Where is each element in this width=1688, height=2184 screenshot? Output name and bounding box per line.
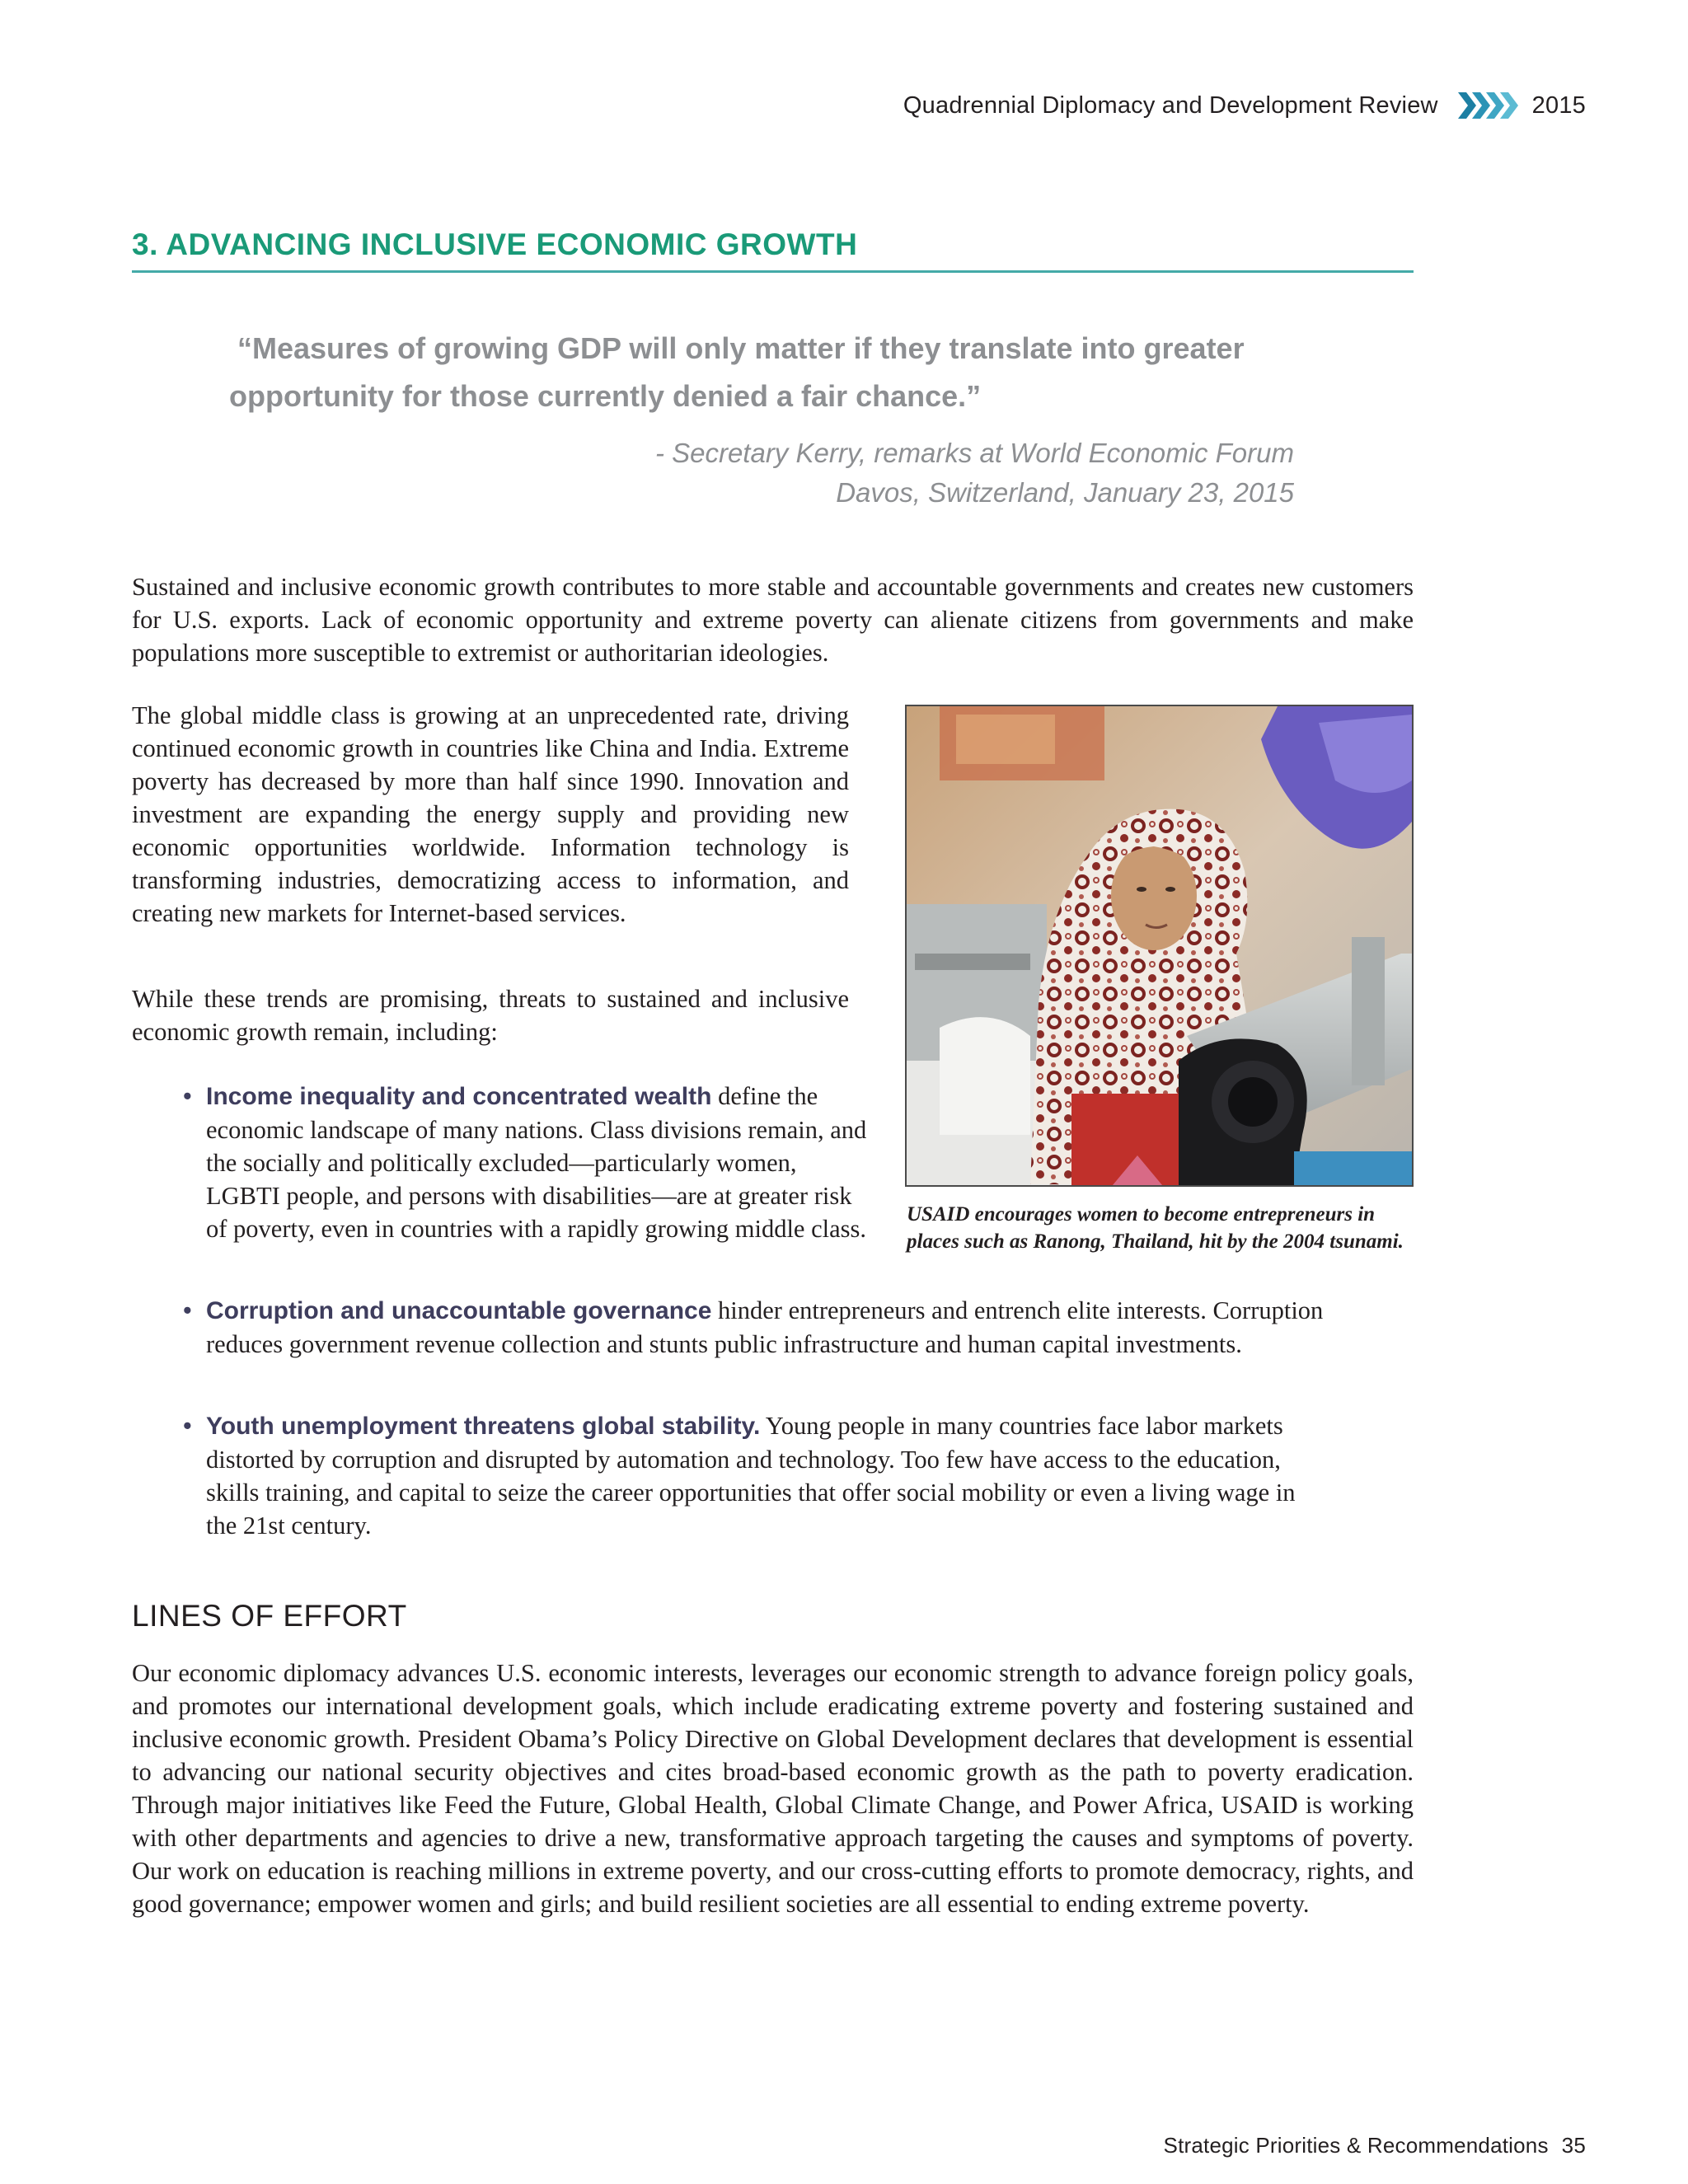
running-footer — [1164, 2133, 1586, 2158]
quote-attribution-line-1: - Secretary Kerry, remarks at World Economic Forum — [654, 438, 1294, 468]
bullet-lead: Income inequality and concentrated wealth — [206, 1083, 712, 1110]
photo-woman-sewing — [905, 705, 1414, 1187]
bullet-income-inequality — [183, 1080, 867, 1245]
bullet-dot: • — [183, 1082, 192, 1110]
bullet-lead: Youth unemployment threatens global stability. — [206, 1413, 761, 1440]
photo-caption: USAID encourages women to become entrepreneurs in places such as Ranong, Thailand, hit by the 2004 tsunami. — [907, 1203, 1404, 1253]
intro-paragraph: Sustained and inclusive economic growth contributes to more stable and accountable governments and creates new customers for U.S. exports. Lack of economic opportunity and extreme poverty can alienate citizens from governments and make populations more susceptible to extremist or authoritarian ideologies. — [132, 573, 1414, 667]
bullet-youth-unemployment — [183, 1409, 1320, 1542]
quote-attribution — [655, 434, 1294, 513]
footer-section-name: Strategic Priorities & Recommendations — [1163, 2133, 1549, 2158]
section-title: 3. ADVANCING INCLUSIVE ECONOMIC GROWTH — [132, 227, 1414, 273]
publication-year: 2015 — [1531, 91, 1586, 119]
bullet-lead: Corruption and unaccountable governance — [206, 1297, 712, 1324]
quadruple-chevron-right-icon — [1458, 92, 1519, 119]
lines-of-effort-heading: LINES OF EFFORT — [132, 1599, 407, 1633]
bullet-text: Young people in many countries face labor markets distorted by corruption and disrupted by automation and technology. Too few have access to the education, skills training, and capital to seize the career opportunities that offer social mobility or even a living wage in the 21st century. — [206, 1412, 1296, 1540]
running-header — [903, 89, 1586, 122]
page-number: 35 — [1561, 2133, 1586, 2158]
publication-title: Quadrennial Diplomacy and Development Review — [903, 91, 1438, 119]
lines-of-effort-paragraph: Our economic diplomacy advances U.S. economic interests, leverages our economic strength to advance foreign policy goals, and promotes our international development goals, which include eradicating extreme poverty and fostering sustained and inclusive economic growth. President Obama’s Policy Directive on Global Development declares that development is essential to advancing our national security objectives and cites broad-based economic growth as the path to poverty eradication. Through major initiatives like Feed the Future, Global Health, Global Climate Change, and Power Africa, USAID is working with other departments and agencies to drive a new, transformative approach targeting the causes and symptoms of poverty. Our work on education is reaching millions in extreme poverty, and our cross-cutting efforts to promote democracy, rights, and good governance; empower women and girls; and build resilient societies are all essential to ending extreme poverty. — [132, 1659, 1414, 1918]
pull-quote — [229, 325, 1301, 420]
quote-line-1: “Measures of growing GDP will only matter if they translate into greater — [237, 331, 1245, 365]
quote-line-2: opportunity for those currently denied a fair chance.” — [229, 379, 982, 413]
bullet-text: define the economic landscape of many nations. Class divisions remain, and the socially and politically excluded—particularly women, LGBTI people, and persons with disabilities—are at greater risk of poverty, even in countries with a rapidly growing middle class. — [206, 1082, 867, 1243]
middle-class-paragraph: The global middle class is growing at an unprecedented rate, driving continued economic growth in countries like China and India. Extreme poverty has decreased by more than half since 1990. Innovation and investment are expanding the energy supply and providing new economic opportunities worldwide. Information technology is transforming industries, democratizing access to information, and creating new markets for Internet-based services. — [132, 701, 849, 927]
bullet-dot: • — [183, 1296, 192, 1324]
bullet-corruption — [183, 1294, 1362, 1361]
threats-intro-paragraph: While these trends are promising, threats to sustained and inclusive economic growth remain, including: — [132, 985, 849, 1046]
quote-attribution-line-2: Davos, Switzerland, January 23, 2015 — [836, 477, 1294, 508]
bullet-text: hinder entrepreneurs and entrench elite interests. Corruption reduces government revenue collection and stunts public infrastructure and human capital investments. — [206, 1296, 1324, 1358]
bullet-dot: • — [183, 1412, 192, 1440]
